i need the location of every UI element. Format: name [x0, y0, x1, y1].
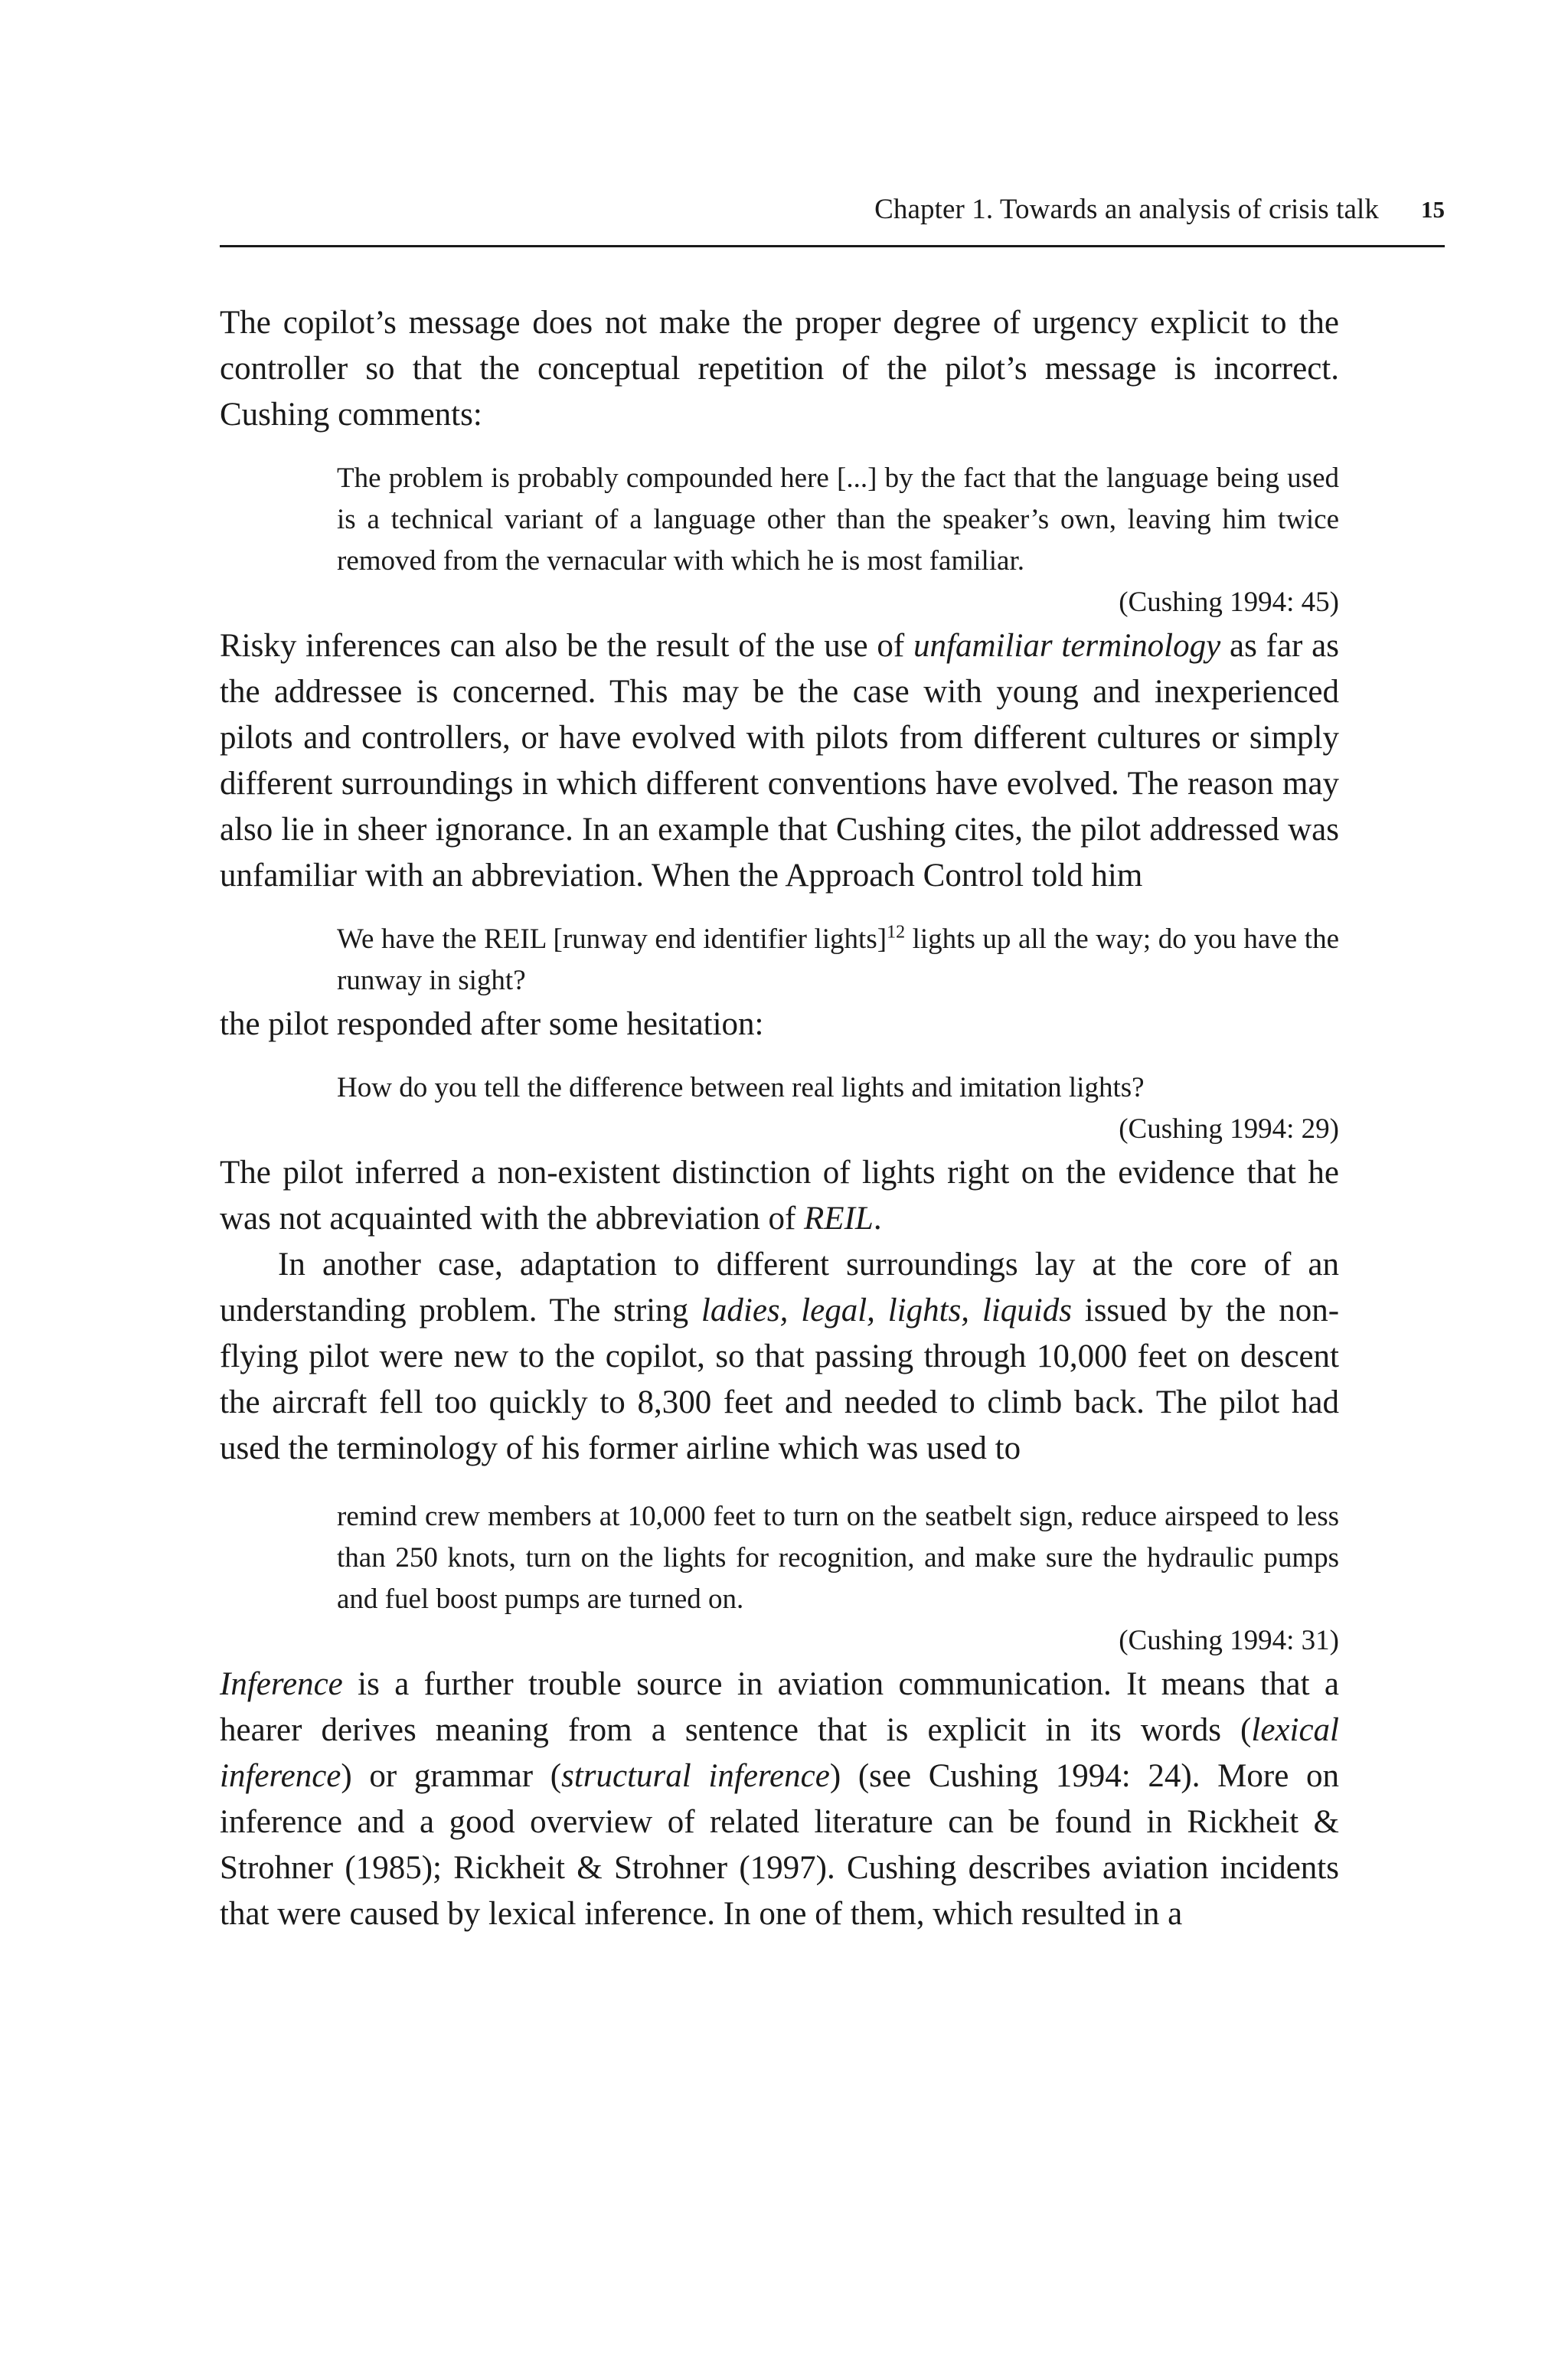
- paragraph-4: [220, 1150, 1339, 1242]
- block-quote-1-citation: (Cushing 1994: 45): [1119, 587, 1339, 618]
- paragraph-2-emphasis: unfamiliar terminology: [913, 628, 1221, 664]
- paragraph-6-emphasis-3: structural inference: [561, 1758, 830, 1794]
- block-quote-2: [337, 919, 1339, 1002]
- block-quote-1: [337, 458, 1339, 623]
- block-quote-4: [337, 1496, 1339, 1662]
- paragraph-6: [220, 1662, 1339, 1937]
- page-body: [220, 300, 1339, 1937]
- paragraph-4-text-a: The pilot inferred a non-existent distinction of lights right on the evidence that he was not acquainted with the abbreviation of: [220, 1155, 1339, 1237]
- paragraph-4-emphasis: REIL: [804, 1201, 874, 1237]
- block-quote-1-text: The problem is probably compounded here [...] by the fact that the language being used is a technical variant of a language other than the speaker’s own, leaving him twice removed from the vernacular with which he is most familiar.: [337, 462, 1339, 577]
- paragraph-4-text-b: .: [873, 1201, 882, 1237]
- running-head: [220, 182, 1445, 247]
- paragraph-6-text-a: is a further trouble source in aviation communication. It means that a hearer derives meaning from a sentence that is explicit in its words (: [220, 1666, 1339, 1748]
- block-quote-3-citation: (Cushing 1994: 29): [1119, 1113, 1339, 1145]
- paragraph-6-emphasis-2: lexical inference: [220, 1712, 1339, 1794]
- paragraph-5-emphasis: ladies, legal, lights, liquids: [701, 1293, 1072, 1328]
- paragraph-6-text-b: ) or grammar (: [341, 1758, 562, 1794]
- paragraph-2: [220, 623, 1339, 899]
- block-quote-2-text-a: We have the REIL [runway end identifier lights]: [337, 923, 887, 955]
- paragraph-2-text-a: Risky inferences can also be the result of the use of: [220, 628, 914, 664]
- paragraph-5-text-a: In another case, adaptation to different surroundings lay at the core of an understanding problem. The string: [220, 1247, 1339, 1328]
- paragraph-6-emphasis-1: Inference: [220, 1666, 343, 1702]
- chapter-title: Chapter 1. Towards an analysis of crisis talk: [874, 194, 1379, 225]
- paragraph-2-text-b: as far as the addressee is concerned. This may be the case with young and inexperienced pilots and controllers, or have evolved with pilots from different cultures or simply different surroundings in which different conventions have evolved. The reason may also lie in sheer ignorance. In an example that Cushing cites, the pilot addressed was unfamiliar with an abbreviation. When the Approach Control told him: [220, 628, 1339, 894]
- block-quote-4-citation: (Cushing 1994: 31): [1119, 1625, 1339, 1656]
- footnote-marker-12: 12: [887, 922, 906, 943]
- block-quote-3-text: How do you tell the difference between real lights and imitation lights?: [337, 1072, 1145, 1103]
- paragraph-5: [220, 1242, 1339, 1472]
- block-quote-2-text-b: lights up all the way; do you have the runway in sight?: [337, 923, 1339, 996]
- paragraph-6-text-c: ) (see Cushing 1994: 24). More on inference and a good overview of related literature can be found in Rickheit & Strohner (1985); Rickheit & Strohner (1997). Cushing describes aviation incidents that were caused by lexical inference. In one of them, which resulted in a: [220, 1758, 1339, 1932]
- paragraph-5-text-b: issued by the non-flying pilot were new to the copilot, so that passing through 10,000 feet on descent the aircraft fell too quickly to 8,300 feet and needed to climb back. The pilot had used the terminology of his former airline which was used to: [220, 1293, 1340, 1466]
- block-quote-4-text: remind crew members at 10,000 feet to turn on the seatbelt sign, reduce airspeed to less than 250 knots, turn on the lights for recognition, and make sure the hydraulic pumps and fuel boost pumps are turned on.: [337, 1501, 1339, 1615]
- paragraph-1: The copilot’s message does not make the proper degree of urgency explicit to the controller so that the conceptual repetition of the pilot’s message is incorrect. Cushing comments:: [220, 305, 1339, 433]
- page-number: 15: [1421, 196, 1445, 223]
- paragraph-3: the pilot responded after some hesitation:: [220, 1006, 764, 1042]
- block-quote-3: [337, 1067, 1339, 1150]
